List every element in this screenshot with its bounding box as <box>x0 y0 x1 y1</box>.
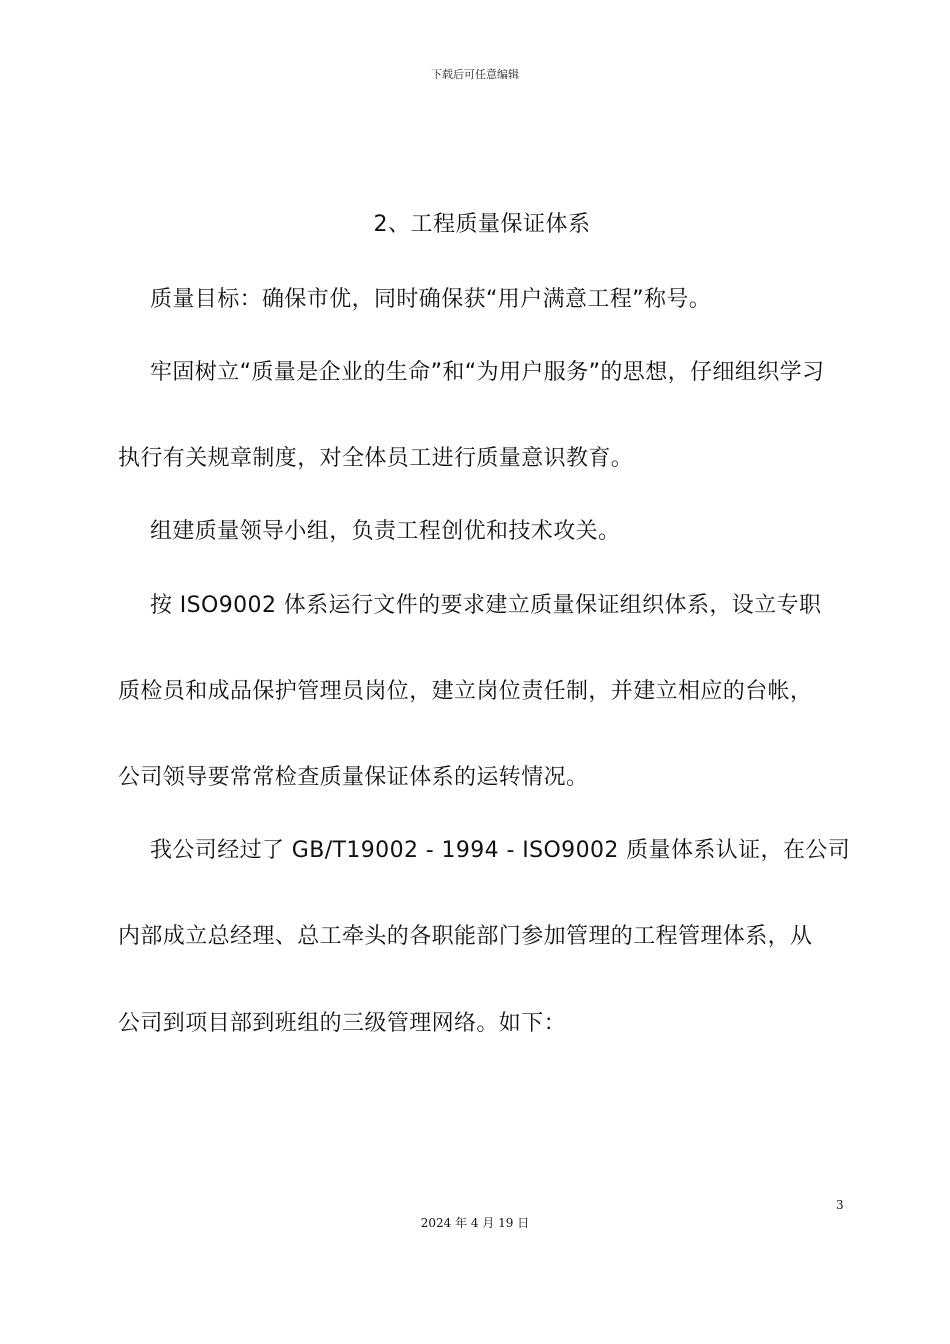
paragraph-line: 牢固树立“质量是企业的生命”和“为用户服务”的思想，仔细组织学习 <box>150 360 825 385</box>
paragraph-line: 内部成立总经理、总工牵头的各职能部门参加管理的工程管理体系，从 <box>118 924 813 949</box>
paragraph-line: 按 ISO9002 体系运行文件的要求建立质量保证组织体系，设立专职 <box>150 593 822 618</box>
section-heading: 2、工程质量保证体系 <box>373 212 591 237</box>
footer-date: 2024 年 4 月 19 日 <box>420 1216 530 1230</box>
page-header: 下载后可任意编辑 <box>431 68 519 81</box>
paragraph-quality-goal: 质量目标：确保市优，同时确保获“用户满意工程”称号。 <box>150 287 712 312</box>
paragraph-line: 质检员和成品保护管理员岗位，建立岗位责任制，并建立相应的台帐， <box>118 679 813 704</box>
paragraph-line: 组建质量领导小组，负责工程创优和技术攻关。 <box>150 519 621 544</box>
paragraph-line: 执行有关规章制度，对全体员工进行质量意识教育。 <box>118 446 634 471</box>
paragraph-line: 我公司经过了 GB/T19002 - 1994 - ISO9002 质量体系认证，在公司 <box>150 838 851 863</box>
paragraph-line: 公司到项目部到班组的三级管理网络。如下： <box>118 1011 567 1036</box>
page-number: 3 <box>836 1198 844 1212</box>
paragraph-line: 公司领导要常常检查质量保证体系的运转情况。 <box>118 765 589 790</box>
